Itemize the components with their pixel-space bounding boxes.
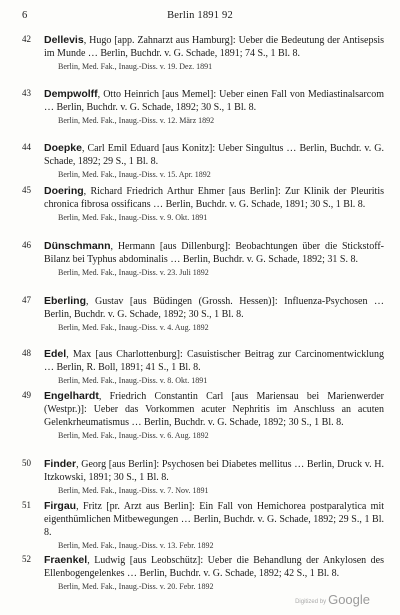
- author-name: Finder: [44, 458, 77, 470]
- catalog-entry: [22, 240, 384, 278]
- catalog-entry: [22, 34, 384, 72]
- entry-number: 46: [22, 240, 31, 250]
- entry-text: , Otto Heinrich [aus Memel]: Ueber einen Fall von Mediastinalsarcom … Berlin, Buchdr. v. G. Schade, 1892; 30 S., 1 Bl. 8.: [44, 89, 384, 113]
- entry-number: 48: [22, 348, 31, 358]
- entry-note: Berlin, Med. Fak., Inaug.-Diss. v. 7. Nov. 1891: [58, 486, 209, 495]
- entry-text: , Fritz [pr. Arzt aus Berlin]: Ein Fall von Hemichorea postparalytica mit eigenthümlichen Mitbewegungen … Berlin, Buchdr. v. G. Schade, 1892; 29 S., 1 Bl. 8.: [44, 501, 384, 538]
- catalog-entry: [22, 88, 384, 126]
- entry-body: [44, 554, 384, 580]
- catalog-entry: [22, 500, 384, 551]
- author-name: Edel: [44, 348, 67, 360]
- entry-body: [44, 295, 384, 321]
- entry-text: , Max [aus Charlottenburg]: Casuistischer Beitrag zur Carcinomentwicklung … Berlin, R. Boll, 1891; 41 S., 1 Bl. 8.: [44, 349, 384, 373]
- entry-note: Berlin, Med. Fak., Inaug.-Diss. v. 20. Febr. 1892: [58, 582, 214, 591]
- entry-note: Berlin, Med. Fak., Inaug.-Diss. v. 8. Okt. 1891: [58, 376, 208, 385]
- running-title: Berlin 1891 92: [167, 10, 233, 21]
- entry-text: , Hugo [app. Zahnarzt aus Hamburg]: Ueber die Bedeutung der Antisepsis im Munde … Berlin, Buchdr. v. G. Schade, 1891; 74 S., 1 Bl. 8.: [44, 35, 384, 59]
- entry-body: [44, 348, 384, 374]
- entry-number: 44: [22, 142, 31, 152]
- entry-body: [44, 142, 384, 168]
- entry-text: , Georg [aus Berlin]: Psychosen bei Diabetes mellitus … Berlin, Druck v. H. Itzkowski, 1891; 30 S., 1 Bl. 8.: [44, 459, 384, 483]
- entry-body: [44, 240, 384, 266]
- page-number: 6: [22, 10, 28, 21]
- entry-text: , Carl Emil Eduard [aus Konitz]: Ueber Singultus … Berlin, Buchdr. v. G. Schade, 1892; 29 S., 1 Bl. 8.: [44, 143, 384, 167]
- catalog-entry: [22, 458, 384, 496]
- author-name: Fraenkel: [44, 554, 88, 566]
- entry-text: , Gustav [aus Büdingen (Grossh. Hessen)]: Influenza-Psychosen … Berlin, Buchdr. v. G. Schade, 1892; 30 S., 1 Bl. 8.: [44, 296, 384, 320]
- author-name: Dünschmann: [44, 240, 111, 252]
- author-name: Dellevis: [44, 34, 84, 46]
- entry-text: , Richard Friedrich Arthur Ehmer [aus Berlin]: Zur Klinik der Pleuritis chronica fibrosa ossificans … Berlin, Buchdr. v. G. Schade, 1891; 30 S., 1 Bl. 8.: [44, 186, 384, 210]
- author-name: Firgau: [44, 500, 77, 512]
- entry-note: Berlin, Med. Fak., Inaug.-Diss. v. 19. Dez. 1891: [58, 62, 213, 71]
- catalog-entry: [22, 295, 384, 333]
- author-name: Dempwolff: [44, 88, 98, 100]
- entry-number: 49: [22, 390, 31, 400]
- author-name: Doepke: [44, 142, 82, 154]
- entry-text: , Friedrich Constantin Carl [aus Mariensau bei Marienwerder (Westpr.)]: Ueber das Vorkommen acuter Nephritis im Anschluss an acuten Gelenkrheumatismus … Berlin, Buchdr. v. G. Schade, 1892; 30 S., 1 Bl. 8.: [44, 391, 384, 428]
- entry-number: 52: [22, 554, 31, 564]
- entry-number: 51: [22, 500, 31, 510]
- entry-text: , Ludwig [aus Leobschütz]: Ueber die Behandlung der Ankylosen des Ellenbogengelenkes … Berlin, Buchdr. v. G. Schade, 1892; 42 S., 1 Bl. 8.: [44, 555, 384, 579]
- entry-note: Berlin, Med. Fak., Inaug.-Diss. v. 9. Okt. 1891: [58, 213, 208, 222]
- entry-text: , Hermann [aus Dillenburg]: Beobachtungen über die Stickstoff-Bilanz bei Typhus abdominalis … Berlin, Buchdr. v. G. Schade, 1892; 31 S. 8.: [44, 241, 384, 265]
- digitization-watermark: [295, 592, 370, 607]
- google-logo: Google: [328, 592, 370, 607]
- catalog-entry: [22, 185, 384, 223]
- page-header: [22, 10, 378, 26]
- entry-body: [44, 458, 384, 484]
- entry-number: 50: [22, 458, 31, 468]
- entry-number: 47: [22, 295, 31, 305]
- digitized-by-label: Digitized by: [295, 599, 327, 605]
- entry-number: 43: [22, 88, 31, 98]
- entry-body: [44, 88, 384, 114]
- entry-number: 45: [22, 185, 31, 195]
- catalog-entry: [22, 142, 384, 180]
- author-name: Eberling: [44, 295, 87, 307]
- entry-note: Berlin, Med. Fak., Inaug.-Diss. v. 23. Juli 1892: [58, 268, 209, 277]
- entry-number: 42: [22, 34, 31, 44]
- entry-body: [44, 185, 384, 211]
- entry-note: Berlin, Med. Fak., Inaug.-Diss. v. 12. März 1892: [58, 116, 215, 125]
- entry-note: Berlin, Med. Fak., Inaug.-Diss. v. 15. Apr. 1892: [58, 170, 211, 179]
- entry-note: Berlin, Med. Fak., Inaug.-Diss. v. 4. Aug. 1892: [58, 323, 209, 332]
- author-name: Doering: [44, 185, 84, 197]
- catalog-entry: [22, 554, 384, 592]
- entry-body: [44, 34, 384, 60]
- entry-body: [44, 390, 384, 429]
- catalog-entry: [22, 348, 384, 386]
- entry-body: [44, 500, 384, 539]
- catalog-entry: [22, 390, 384, 441]
- entry-note: Berlin, Med. Fak., Inaug.-Diss. v. 13. Febr. 1892: [58, 541, 214, 550]
- entry-note: Berlin, Med. Fak., Inaug.-Diss. v. 6. Aug. 1892: [58, 431, 209, 440]
- author-name: Engelhardt: [44, 390, 99, 402]
